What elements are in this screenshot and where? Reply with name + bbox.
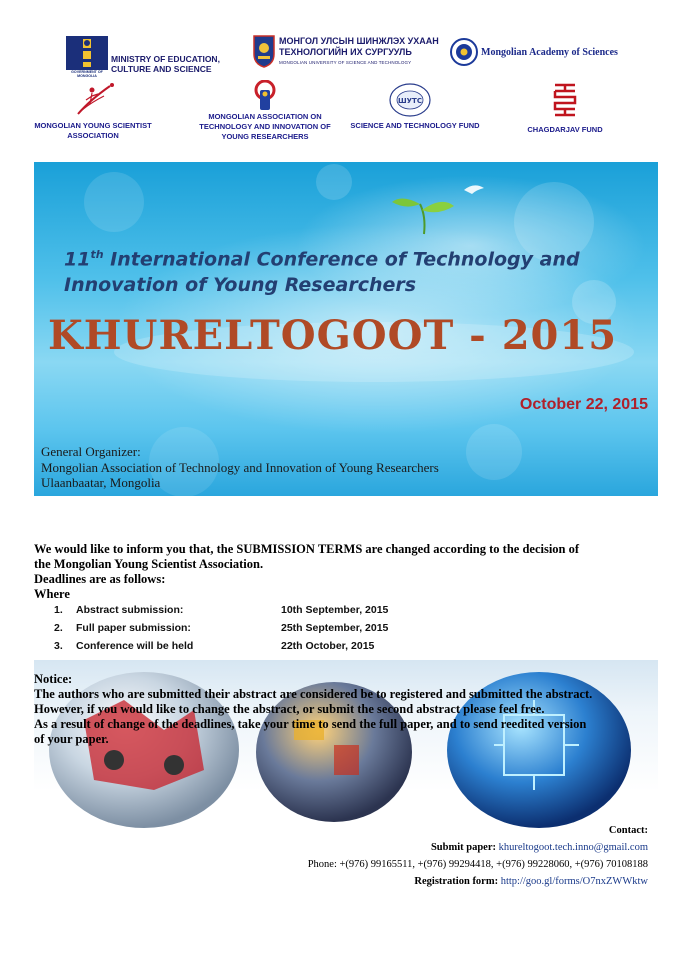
main-title: KHURELTOGOOT - 2015 xyxy=(48,312,618,359)
svg-text:ШУТС: ШУТС xyxy=(398,97,422,105)
university-shield-icon xyxy=(253,34,275,68)
science-fund-logo-icon xyxy=(388,82,432,118)
deadlines-heading: Deadlines are as follows: xyxy=(34,572,166,586)
sprout-dove-icon xyxy=(384,176,494,236)
university-logo xyxy=(253,34,439,74)
university-name-line1: МОНГОЛ УЛСЫН ШИНЖЛЭХ УХААН xyxy=(279,36,439,46)
matiyr-logo-icon xyxy=(248,80,282,114)
conference-date: October 22, 2015 xyxy=(519,396,648,413)
general-organizer: General Organizer: Mongolian Association of Technology and Innovation of Young Researchers Ulaanbaatar, Mongolia xyxy=(41,444,439,490)
academy-name: Mongolian Academy of Sciences xyxy=(481,47,618,58)
deadline-item: 2. Full paper submission: 25th September, 2015 xyxy=(54,622,389,634)
deadline-list xyxy=(54,604,454,658)
deadline-item: 3. Conference will be held 22th October, 2015 xyxy=(54,640,375,652)
conference-title: 11th International Conference of Technology and Innovation of Young Researchers xyxy=(64,248,580,297)
academy-emblem-icon xyxy=(450,38,478,66)
contact-phone: Phone: +(976) 99165511, +(976) 99294418, +(976) 99228060, +(976) 70108188 xyxy=(307,859,648,870)
ministry-gov-label: GOVERNMENT OF MONGOLIA xyxy=(71,70,103,78)
deadline-item: 1. Abstract submission: 10th September, 2015 xyxy=(54,604,389,616)
university-name-english: MONGOLIAN UNIVERSITY OF SCIENCE AND TECHNOLOGY xyxy=(279,60,412,65)
registration-form-link[interactable]: http://goo.gl/forms/O7nxZWWktw xyxy=(498,876,648,887)
notice-heading: Notice: xyxy=(34,672,73,686)
notice-block: Notice: The authors who are submitted their abstract are considered be to registered and submitted the abstract. However, if you would like to change the abstract, or submit the second abstract please feel free. As a result of change of the deadlines, take your time to send the full paper, and to send reedited version of your paper. xyxy=(34,672,659,747)
academy-logo xyxy=(450,38,650,70)
org-label-matiyr: MONGOLIAN ASSOCIATION ON TECHNOLOGY AND INNOVATION OF YOUNG RESEARCHERS xyxy=(199,112,331,141)
chagdarjav-seal-icon xyxy=(552,82,578,118)
org-label-science-fund: SCIENCE AND TECHNOLOGY FUND xyxy=(350,121,480,130)
intro-paragraph: We would like to inform you that, the SUBMISSION TERMS are changed according to the decision of the Mongolian Young Scientist Association. Deadlines are as follows: Where xyxy=(34,542,654,602)
university-name-line2: ТЕХНОЛОГИЙН ИХ СУРГУУЛЬ xyxy=(279,47,412,57)
ministry-name-line2: CULTURE AND SCIENCE xyxy=(111,64,212,74)
ministry-name-line1: MINISTRY OF EDUCATION, xyxy=(111,54,220,64)
where-label: Where xyxy=(34,587,70,601)
soyombo-emblem-icon xyxy=(66,36,108,70)
ministry-logo xyxy=(66,36,220,82)
conference-banner xyxy=(34,162,658,496)
submit-email-link[interactable]: khureltogoot.tech.inno@gmail.com xyxy=(496,842,648,853)
org-label-chagdarjav: CHAGDARJAV FUND xyxy=(527,125,603,134)
young-scientist-logo-icon xyxy=(70,80,118,118)
contact-heading: Contact: xyxy=(608,825,648,836)
org-label-young-scientist: MONGOLIAN YOUNG SCIENTIST ASSOCIATION xyxy=(34,121,152,140)
contact-block: Contact: Submit paper: khureltogoot.tech.inno@gmail.com Phone: +(976) 99165511, +(976) 99294418, +(976) 99228060, +(976) 70108188 Registration form: http://goo.gl/forms/O7nxZWWktw xyxy=(148,822,648,890)
